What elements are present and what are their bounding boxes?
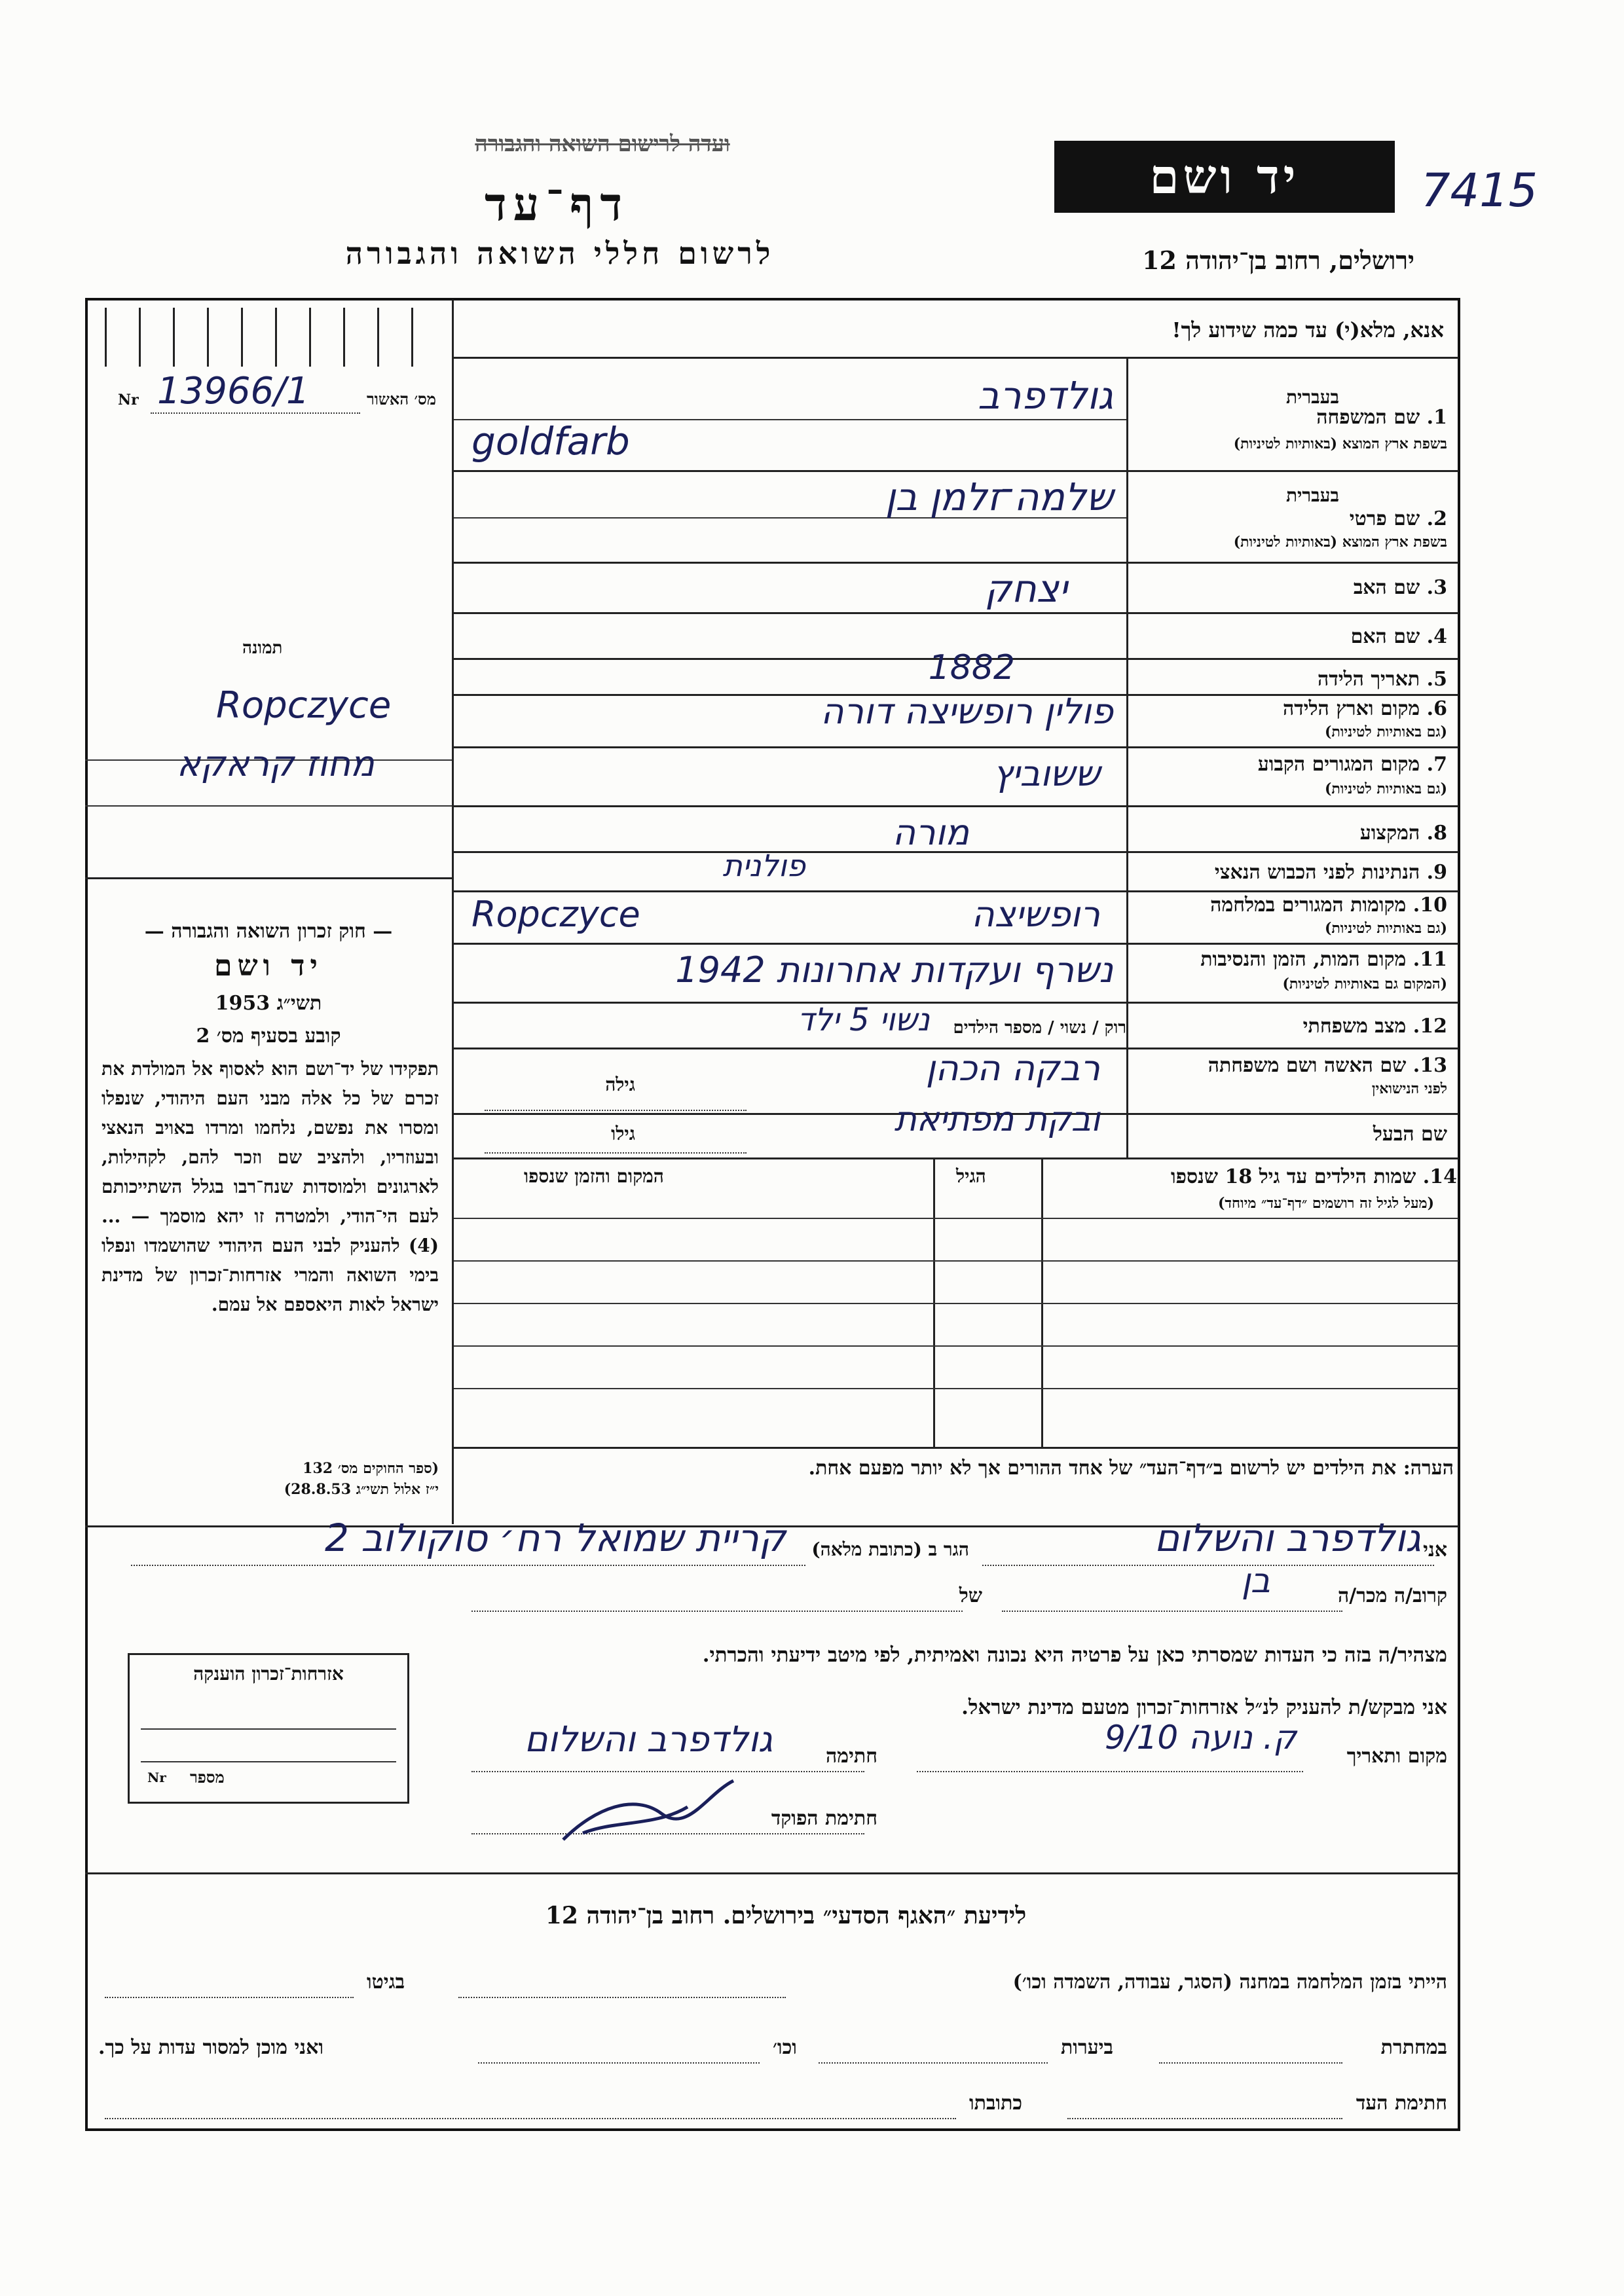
answer-husband: ובקת מפתיאת	[894, 1100, 1100, 1139]
decl-request: אני מבקש/ת להעניק לנ״ל אזרחות־זכרון מטעם מדינת ישראל.	[961, 1696, 1447, 1719]
decl-signature-label: חתימה	[826, 1745, 877, 1768]
answer-birth-place: פולין רופשיצה דורה	[821, 691, 1113, 732]
decl-signature: גולדפרב והשלום	[524, 1719, 773, 1760]
field-5-label: 5. תאריך הלידה	[1318, 668, 1447, 691]
footer-ghetto: בגיטו	[367, 1971, 405, 1994]
field-14-label: שם הבעל	[1373, 1123, 1447, 1146]
field-14-age: גילו	[611, 1123, 635, 1144]
answer-firstname: שלמה־זלמן בן	[885, 475, 1113, 519]
footer-forests: ביערות	[1061, 2036, 1114, 2059]
field-13-label: 13. שם האשה ושם משפחתה	[1208, 1054, 1447, 1077]
law-source-date: י״ז אלול תשי״ג 28.8.53)	[284, 1481, 439, 1498]
logo: יד ושם	[1054, 141, 1395, 213]
field-13-age: גילה	[605, 1074, 635, 1095]
decl-signer-name: גולדפרב והשלום	[1154, 1516, 1421, 1560]
field-1-label: 1. שם המשפחה	[1316, 406, 1447, 429]
field-13-sub: לפני הנישואין	[1371, 1080, 1447, 1097]
form-intro: אנא, מלא(י) עד כמה שידוע לך!	[1172, 318, 1444, 342]
struck-header-line: ועדה לרישום השואה והגבורה	[475, 131, 730, 157]
answer-residence: ששוביץ	[993, 753, 1100, 794]
in-hebrew-label-1: בעברית	[1285, 386, 1339, 408]
decl-son: בן	[1241, 1561, 1270, 1601]
footer-witness-signature: חתימת העד	[1356, 2092, 1447, 2115]
children-title: 14. שמות הילדים עד גיל 18 שנספו	[1170, 1165, 1457, 1188]
decl-signer-address: קריית שמואל רח׳ סוקולוב 2	[324, 1516, 786, 1560]
footer-ready: ואני מוכן למסור עדות על כך.	[98, 2036, 324, 2059]
decl-place-date-label: מקום ותאריך	[1346, 1745, 1447, 1768]
law-yadvashem: יד ושם	[214, 949, 323, 983]
field-7-label: 7. מקום המגורים הקבוע	[1257, 753, 1447, 776]
children-note: הערה: את הילדים יש לרשום ב״דף־העד״ של אחד ההורים אך לא יותר מפעם אחת.	[808, 1457, 1454, 1480]
photo-label: תמונה	[242, 638, 283, 658]
honor-box-number: מספר	[190, 1768, 225, 1787]
answer-birth-place-latin: Ropczyce	[216, 684, 392, 727]
field-6-sub: (גם באותיות לטיניות)	[1324, 723, 1447, 740]
field-10-sub: (גם באותיות לטיניות)	[1324, 920, 1447, 937]
field-2-label: 2. שם פרטי	[1349, 507, 1447, 530]
field-7-sub: (גם באותיות לטיניות)	[1324, 780, 1447, 797]
in-hebrew-label-2: בעברית	[1285, 484, 1339, 506]
answer-marital: נשוי 5 ילד	[797, 1002, 930, 1038]
approval-number: 13966/1	[157, 370, 310, 412]
answer-birth-district: מחוז קראקא	[177, 743, 375, 784]
field-9-label: 9. הנתינות לפני הכבוש הנאצי	[1214, 861, 1447, 884]
law-source: (ספר החוקים מס׳ 132	[303, 1460, 439, 1477]
decl-of: של	[959, 1584, 982, 1607]
children-age-header: הגיל	[956, 1165, 986, 1187]
page-subtitle: לרשום חללי השואה והגבורה	[345, 236, 775, 271]
law-clause: קובע בסעיף מס׳ 2	[196, 1025, 341, 1048]
footer-title: לידיעת ״האגף הסדעי״ בירושלים. רחוב בן־יהודה 12	[545, 1902, 1027, 1929]
decl-statement: מצהיר/ה בזה כי העדות שמסרתי כאן על פרטיה היא נכונה ואמיתית, לפי מיטב ידיעתי והכרתי.	[702, 1643, 1447, 1667]
answer-death-place: נשרף ועקדות אחרונות 1942	[675, 949, 1113, 991]
footer-underground: במחתרת	[1380, 2036, 1447, 2059]
footer-address: כתובתו	[969, 2092, 1023, 2115]
answer-wife: רבקה הכהן	[925, 1048, 1100, 1089]
honor-box-nr: Nr	[147, 1770, 166, 1785]
answer-father: יצחק	[984, 566, 1067, 611]
corner-note: 7415	[1421, 164, 1538, 217]
decl-officer-label: חתימת הפוקד	[771, 1807, 877, 1830]
answer-occupation: מורה	[892, 812, 969, 853]
answer-surname-latin: goldfarb	[471, 419, 630, 464]
footer-line1: הייתי בזמן המלחמה במחנה (הסגר, עבודה, השמדה וכו׳)	[1012, 1971, 1447, 1994]
approval-nr: Nr	[118, 392, 139, 409]
field-8-label: 8. המקצוע	[1359, 822, 1447, 845]
children-place-header: המקום והזמן שנספו	[524, 1165, 664, 1187]
footer-etc: וכו׳	[773, 2036, 797, 2059]
law-text: תפקידו של יד־ושם הוא לאסוף אל המולדת את זכרם של כל אלה מבני העם היהודי, שנפלו ומסרו את נפשם, נלחמו ומרדו באויב הנאצי ובעוזריו, ולהציב שם וזכר להם, לקהילות, לארגונים ולמוסדות שנח־רבו בגלל השתייכותם לעם הי־הודי, ולמטרה זו יהא מוסמך — ...(4) להעניק לבני העם היהודי שהושמדו ונפלו בימי השואה והמרי אזרחות־זכרון של מדינת ישראל לאות היאספם אל עמם.	[101, 1058, 439, 1315]
decl-ani: אני	[1423, 1539, 1447, 1561]
answer-nationality: פולנית	[722, 848, 805, 883]
answer-wartime-residence-latin: Ropczyce	[471, 894, 640, 935]
decl-place-date: ק. נועה 9/10	[1104, 1719, 1297, 1757]
field-12-sub: רוק / נשוי / מספר הילדים	[953, 1018, 1126, 1038]
children-sub: (מעל לגיל זה רושמים ״דף־עד״ מיוחד)	[1217, 1195, 1434, 1212]
field-3-label: 3. שם האב	[1353, 576, 1447, 599]
answer-birth-date: 1882	[928, 648, 1015, 687]
answer-wartime-residence: רופשיצה	[971, 894, 1100, 935]
officer-signature-scribble	[557, 1768, 740, 1853]
tick-marks	[105, 308, 445, 367]
field-6-label: 6. מקום וארץ הלידה	[1282, 697, 1447, 720]
header-address: ירושלים, רחוב בן־יהודה 12	[1142, 246, 1414, 275]
page-title: דף־עד	[484, 177, 629, 231]
field-12-label: 12. מצב משפחתי	[1302, 1015, 1447, 1038]
answer-surname-hebrew: גולדפרב	[978, 373, 1113, 418]
decl-relative: קרוב/ה מכר/ה	[1338, 1584, 1447, 1607]
field-4-label: 4. שם האם	[1350, 625, 1447, 648]
law-year: תשי״ג 1953	[215, 992, 322, 1015]
decl-resides: הגר ב (כתובת מלאה)	[811, 1539, 969, 1560]
honor-box-title: אזרחות־זכרון הוענקה	[193, 1663, 344, 1685]
field-11-label: 11. מקום המות, הזמן והנסיבות	[1200, 948, 1447, 971]
field-10-label: 10. מקומות המגורים במלחמה	[1210, 894, 1447, 917]
field-2-sub: בשפת ארץ המוצא (באותיות לטיניות)	[1233, 534, 1447, 551]
law-title: — חוק זכרון השואה והגבורה —	[144, 920, 393, 943]
field-11-sub: (המקום גם באותיות לטיניות)	[1282, 975, 1447, 993]
field-1-sub: בשפת ארץ המוצא (באותיות לטיניות)	[1233, 435, 1447, 452]
approval-label: מס׳ האשור	[367, 390, 436, 409]
